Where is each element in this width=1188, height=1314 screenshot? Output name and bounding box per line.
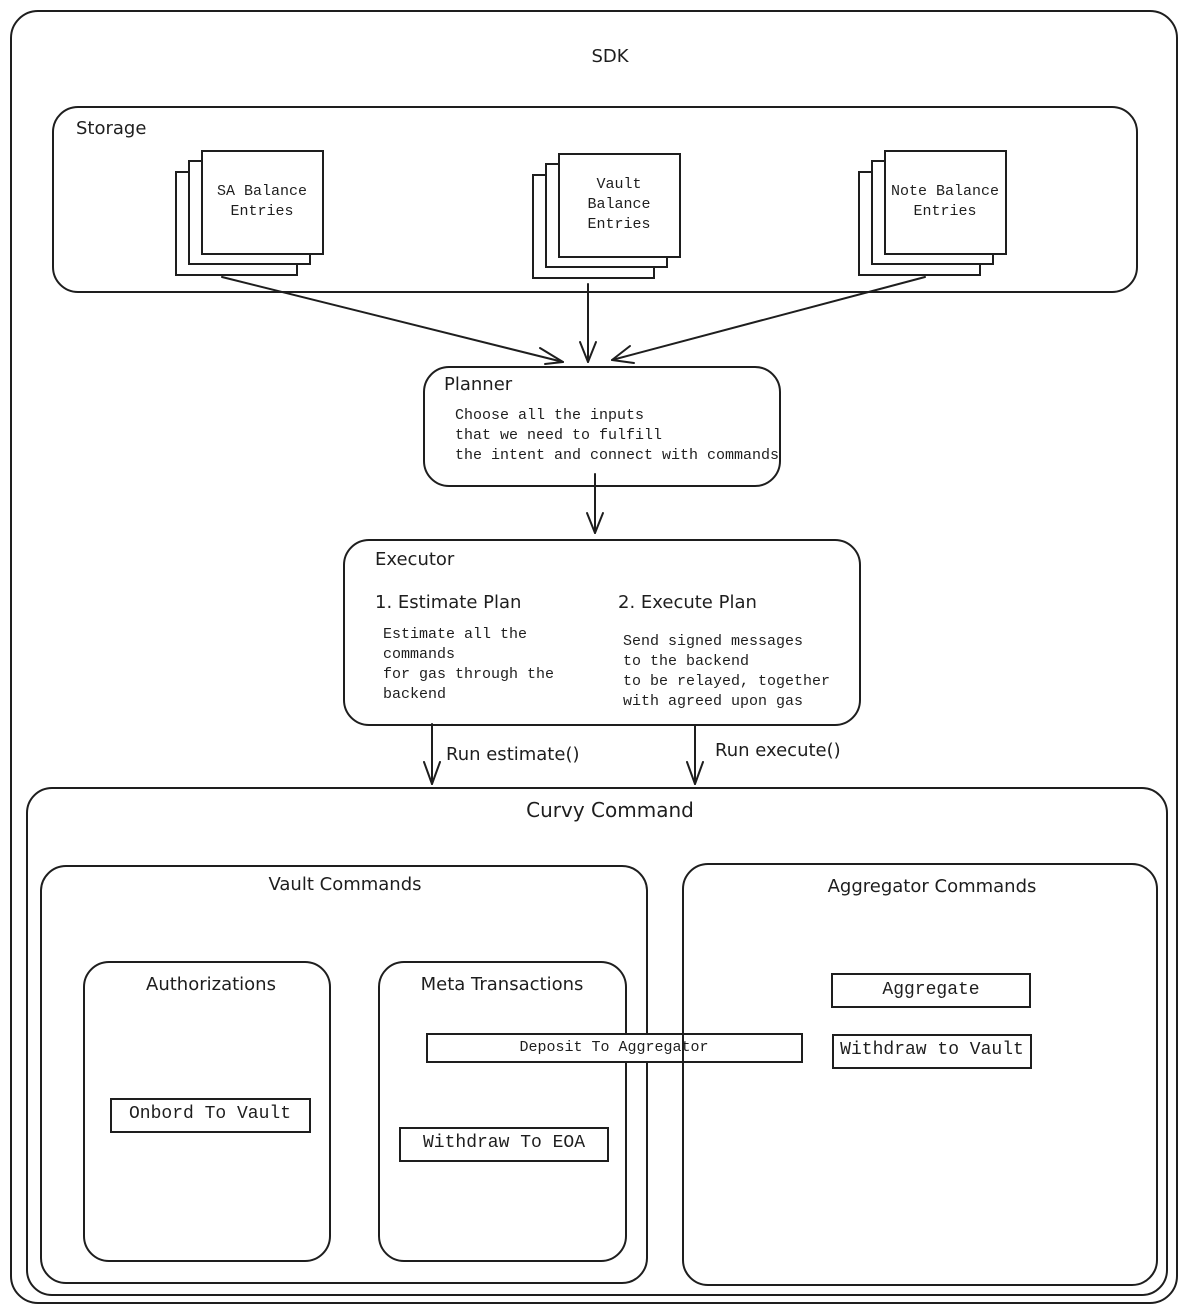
run-execute-label: Run execute() (715, 740, 841, 761)
planner-description: Choose all the inputs that we need to fulfill the intent and connect with commands (455, 407, 780, 464)
arrow-sa-to-planner (222, 277, 563, 364)
deposit-to-aggregator-label: Deposit To Aggregator (519, 1039, 709, 1056)
entry-label: SA Balance Entries (216, 183, 308, 220)
execute-plan-description: Send signed messages to the backend to be relayed, together with agreed upon gas (623, 633, 831, 710)
vault-commands-title: Vault Commands (268, 874, 422, 895)
run-estimate-label: Run estimate() (446, 744, 580, 765)
executor-title: Executor (375, 549, 455, 570)
withdraw-to-vault-label: Withdraw to Vault (840, 1040, 1024, 1060)
arrow-run-execute (687, 726, 703, 784)
arrow-planner-to-executor (587, 474, 603, 533)
estimate-plan-title: 1. Estimate Plan (375, 592, 522, 613)
arrow-run-estimate (424, 724, 440, 784)
arrow-note-to-planner (612, 277, 925, 363)
authorizations-title: Authorizations (146, 974, 276, 995)
aggregate-label: Aggregate (882, 980, 980, 1000)
meta-transactions-title: Meta Transactions (420, 974, 584, 995)
sdk-title: SDK (591, 46, 629, 67)
estimate-plan-description: Estimate all the commands for gas through the backend (383, 626, 555, 703)
withdraw-to-eoa-label: Withdraw To EOA (422, 1133, 586, 1153)
onbord-to-vault-label: Onbord To Vault (128, 1104, 292, 1124)
entry-label: Note Balance Entries (890, 183, 1000, 220)
storage-title: Storage (76, 118, 147, 139)
arrow-vault-to-planner (580, 284, 596, 362)
aggregator-commands-title: Aggregator Commands (827, 876, 1037, 897)
execute-plan-title: 2. Execute Plan (618, 592, 757, 613)
entry-label: Vault Balance Entries (587, 176, 651, 233)
curvy-command-title: Curvy Command (526, 798, 694, 822)
planner-title: Planner (444, 374, 513, 395)
